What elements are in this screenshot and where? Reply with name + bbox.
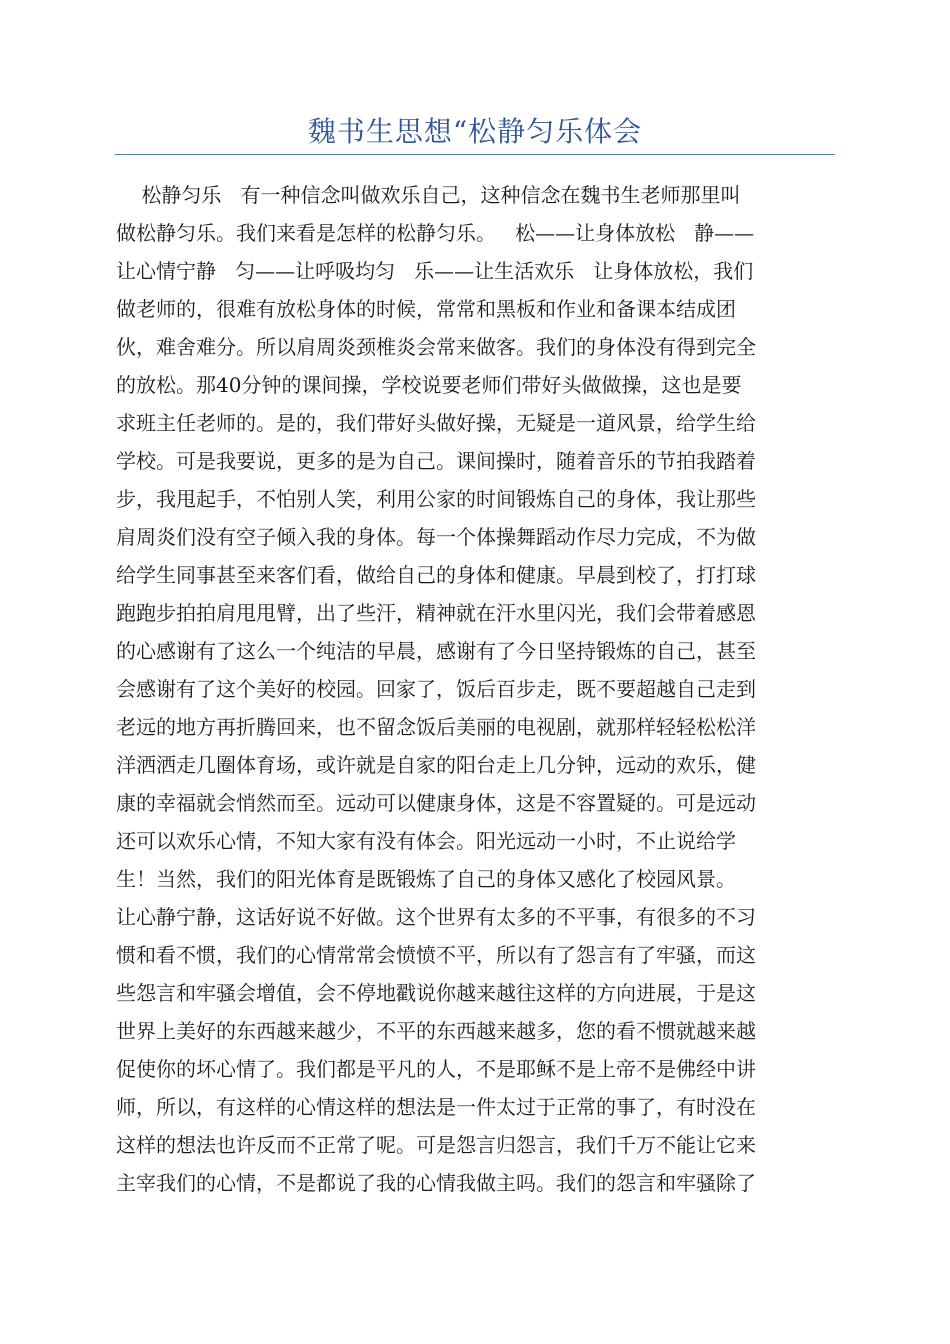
text-line: 这样的想法也许反而不正常了呢。可是怨言归怨言，我们千万不能让它来	[116, 1133, 756, 1157]
text-line: 师，所以，有这样的心情这样的想法是一件太过于正常的事了，有时没在	[116, 1095, 756, 1119]
text-line: 生！当然，我们的阳光体育是既锻炼了自己的身体又感化了校园风景。	[116, 867, 736, 891]
text-line: 跑跑步拍拍肩甩甩臂，出了些汗，精神就在汗水里闪光，我们会带着感恩	[116, 601, 756, 625]
text-line: 做松静匀乐。我们来看是怎样的松静匀乐。 松——让身体放松 静——	[116, 221, 755, 245]
text-line: 的心感谢有了这么一个纯洁的早晨，感谢有了今日坚持锻炼的自己，甚至	[116, 639, 756, 663]
text-line: 康的幸福就会悄然而至。远动可以健康身体，这是不容置疑的。可是远动	[116, 791, 756, 815]
body-text	[116, 176, 836, 1202]
text-line: 促使你的坏心情了。我们都是平凡的人，不是耶稣不是上帝不是佛经中讲	[116, 1057, 756, 1081]
text-line: 学校。可是我要说，更多的是为自己。课间操时，随着音乐的节拍我踏着	[116, 449, 756, 473]
text-line: 松静匀乐 有一种信念叫做欢乐自己，这种信念在魏书生老师那里叫	[116, 183, 741, 207]
text-line: 让心情宁静 匀——让呼吸均匀 乐——让生活欢乐 让身体放松，我们	[116, 259, 754, 283]
text-line: 做老师的，很难有放松身体的时候，常常和黑板和作业和备课本结成团	[116, 297, 736, 321]
text-line: 的放松。那40分钟的课间操，学校说要老师们带好头做做操，这也是要	[116, 373, 742, 397]
text-line: 主宰我们的心情，不是都说了我的心情我做主吗。我们的怨言和牢骚除了	[116, 1171, 756, 1195]
text-line: 洋洒洒走几圈体育场，或许就是自家的阳台走上几分钟，远动的欢乐，健	[116, 753, 756, 777]
title-underline	[115, 154, 835, 155]
text-line: 让心静宁静，这话好说不好做。这个世界有太多的不平事，有很多的不习	[116, 905, 756, 929]
text-line: 肩周炎们没有空子倾入我的身体。每一个体操舞蹈动作尽力完成，不为做	[116, 525, 756, 549]
text-line: 步，我甩起手，不怕别人笑，利用公家的时间锻炼自己的身体，我让那些	[116, 487, 756, 511]
text-line: 伙，难舍难分。所以肩周炎颈椎炎会常来做客。我们的身体没有得到完全	[116, 335, 756, 359]
text-line: 会感谢有了这个美好的校园。回家了，饭后百步走，既不要超越自己走到	[116, 677, 756, 701]
text-line: 还可以欢乐心情，不知大家有没有体会。阳光远动一小时，不止说给学	[116, 829, 736, 853]
text-line: 世界上美好的东西越来越少，不平的东西越来越多，您的看不惯就越来越	[116, 1019, 756, 1043]
document-title: 魏书生思想“松静匀乐体会	[307, 115, 643, 148]
text-line: 求班主任老师的。是的，我们带好头做好操，无疑是一道风景，给学生给	[116, 411, 756, 435]
text-line: 些怨言和牢骚会增值，会不停地戳说你越来越往这样的方向进展，于是这	[116, 981, 756, 1005]
text-line: 给学生同事甚至来客们看，做给自己的身体和健康。早晨到校了，打打球	[116, 563, 756, 587]
text-line: 惯和看不惯，我们的心情常常会愤愤不平，所以有了怨言有了牢骚，而这	[116, 943, 756, 967]
text-line: 老远的地方再折腾回来，也不留念饭后美丽的电视剧，就那样轻轻松松洋	[116, 715, 756, 739]
